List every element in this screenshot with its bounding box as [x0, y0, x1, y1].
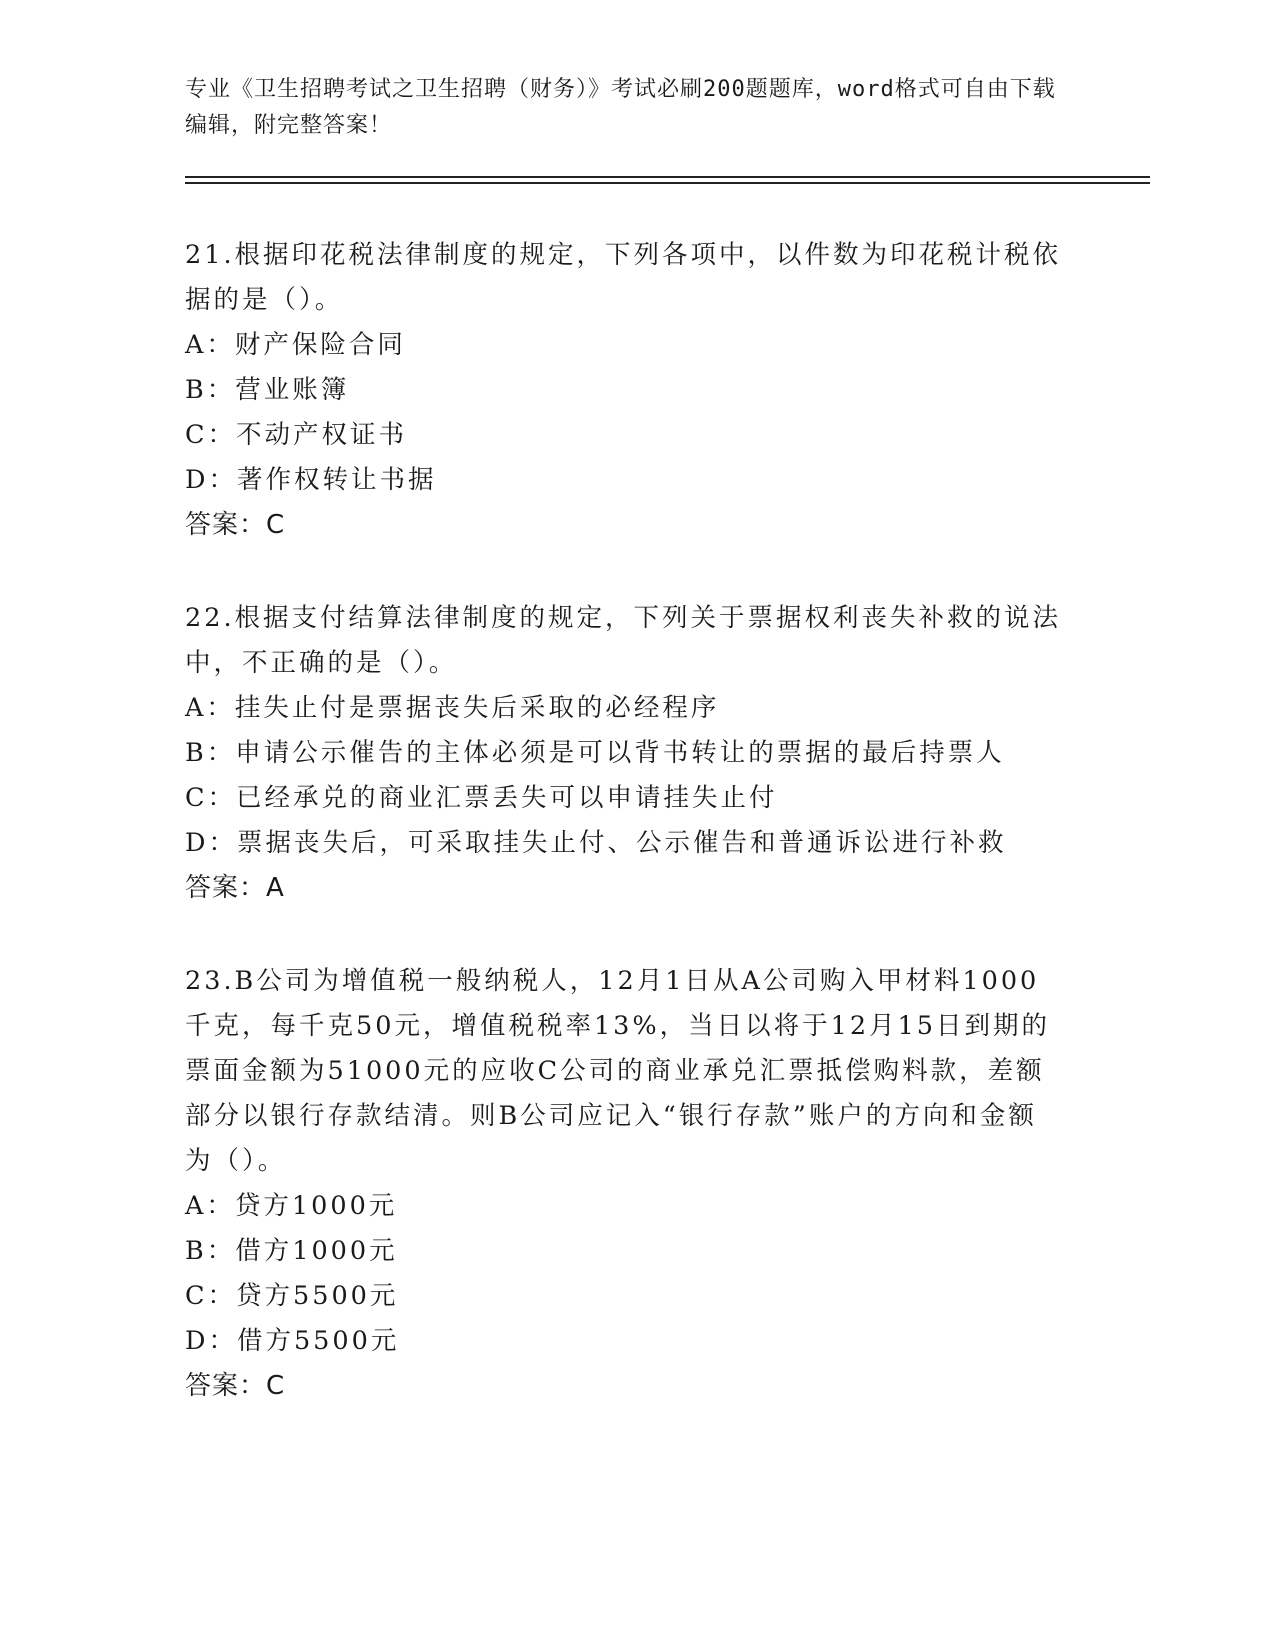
option-a: A：财产保险合同: [185, 330, 406, 360]
header-divider-bottom: [185, 182, 1150, 184]
question-23: [185, 959, 1065, 1409]
answer: 答案：C: [185, 510, 286, 540]
question-stem: 23.B公司为增值税一般纳税人，12月1日从A公司购入甲材料1000千克，每千克50元，增值税税率13%，当日以将于12月15日到期的票面金额为51000元的应收C公司的商业承兑汇票抵偿购料款，差额部分以银行存款结清。则B公司应记入“银行存款”账户的方向和金额为（）。: [185, 966, 1051, 1176]
option-d: D：著作权转让书据: [185, 465, 437, 495]
option-c: C：不动产权证书: [185, 420, 408, 450]
option-b: B：营业账簿: [185, 375, 350, 405]
document-header: 专业《卫生招聘考试之卫生招聘（财务）》考试必刷200题题库，word格式可自由下载编辑，附完整答案！: [185, 77, 1056, 138]
option-c: C：已经承兑的商业汇票丢失可以申请挂失止付: [185, 783, 778, 813]
question-22: [185, 596, 1065, 911]
option-b: B：借方1000元: [185, 1236, 398, 1266]
header-divider-top: [185, 176, 1150, 178]
answer: 答案：A: [185, 873, 285, 903]
option-c: C：贷方5500元: [185, 1281, 399, 1311]
question-21: [185, 233, 1065, 548]
option-a: A：贷方1000元: [185, 1191, 398, 1221]
option-d: D：借方5500元: [185, 1326, 400, 1356]
question-stem: 21.根据印花税法律制度的规定，下列各项中，以件数为印花税计税依据的是（）。: [185, 240, 1062, 315]
option-a: A：挂失止付是票据丧失后采取的必经程序: [185, 693, 720, 723]
option-d: D：票据丧失后，可采取挂失止付、公示催告和普通诉讼进行补救: [185, 828, 1007, 858]
answer: 答案：C: [185, 1371, 286, 1401]
option-b: B：申请公示催告的主体必须是可以背书转让的票据的最后持票人: [185, 738, 1005, 768]
question-stem: 22.根据支付结算法律制度的规定，下列关于票据权利丧失补救的说法中，不正确的是（）。: [185, 603, 1062, 678]
